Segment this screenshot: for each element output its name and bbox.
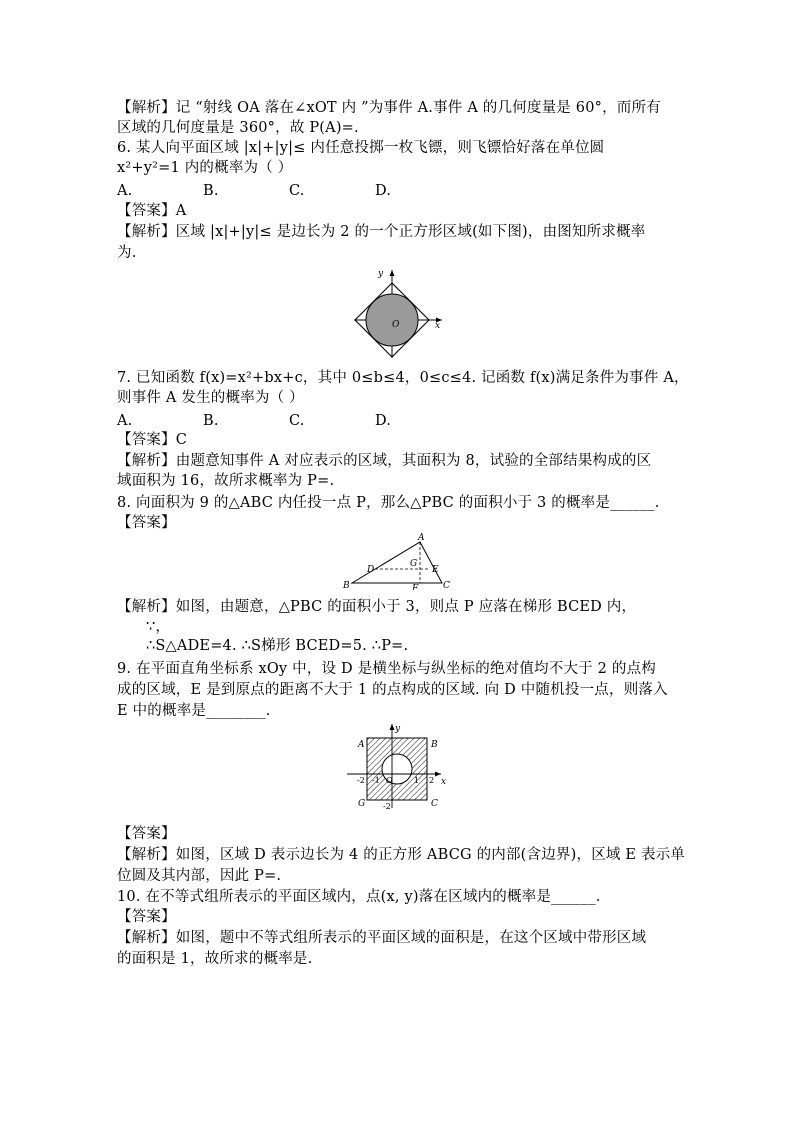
text-line: 的面积是 1，故所求的概率是.: [117, 951, 313, 967]
question-8: 8. 向面积为 9 的△ABC 内任投一点 P，那么△PBC 的面积小于 3 的概率是______.: [117, 495, 660, 511]
text-line: 位圆及其内部，因此 P=.: [117, 868, 282, 884]
label-b: B: [343, 581, 350, 590]
text-line: 【解析】由题意知事件 A 对应表示的区域，其面积为 8，试验的全部结果构成的区: [117, 453, 652, 469]
answer-q9: 【答案】: [117, 826, 176, 842]
option-c: C.: [289, 413, 305, 429]
option-b: B.: [203, 413, 219, 429]
text-line: 【解析】区域 |x|+|y|≤ 是边长为 2 的一个正方形区域(如下图)，由图知所求概率: [117, 224, 646, 240]
tick-pos1: 1: [414, 776, 420, 785]
label-g: G: [358, 799, 366, 809]
tick-y-neg2: -2: [383, 802, 391, 810]
y-axis-arrow: [390, 270, 395, 276]
answer-q8: 【答案】: [117, 515, 176, 531]
text-line: 【解析】如图，区域 D 表示边长为 4 的正方形 ABCG 的内部(含边界)，区域 E 表示单: [117, 847, 686, 863]
figure-square-circle: [345, 722, 450, 810]
text-line: 则事件 A 发生的概率为（ ）: [117, 390, 304, 406]
label-a: A: [418, 533, 425, 543]
question-6: 6. 某人向平面区域 |x|+|y|≤ 内任意投掷一枚飞镖，则飞镖恰好落在单位圆: [117, 140, 605, 156]
text-line: 【解析】如图，由题意，△PBC 的面积小于 3，则点 P 应落在梯形 BCED 内，: [117, 599, 637, 615]
question-10: 10. 在不等式组所表示的平面区域内，点(x, y)落在区域内的概率是______.: [117, 889, 601, 905]
answer-q10: 【答案】: [117, 909, 176, 925]
y-axis-arrow: [390, 724, 395, 730]
figure-diamond-circle: [350, 266, 450, 358]
label-e: E: [432, 565, 439, 575]
question-7: 7. 已知函数 f(x)=x²+bx+c，其中 0≤b≤4，0≤c≤4. 记函数 f(x)满足条件为事件 A，: [117, 370, 689, 386]
options-q7: [117, 411, 461, 431]
option-c: C.: [289, 183, 305, 199]
label-d: D: [367, 565, 375, 575]
y-label: y: [395, 724, 401, 734]
option-a: A.: [117, 413, 133, 429]
text-line: E 中的概率是________.: [117, 703, 271, 719]
label-c: C: [443, 581, 450, 590]
text-line: 域面积为 16，故所求概率为 P=.: [117, 473, 335, 489]
origin-label: O: [386, 776, 393, 785]
answer-q6: 【答案】A: [117, 203, 187, 219]
x-axis-arrow: [435, 772, 441, 777]
tick-neg2: -2: [357, 776, 365, 785]
figure-triangle: [340, 530, 452, 590]
x-label: x: [441, 777, 447, 787]
option-d: D.: [375, 183, 392, 199]
label-a: A: [358, 740, 365, 750]
x-label: x: [435, 321, 441, 331]
label-b: B: [431, 740, 438, 750]
option-b: B.: [203, 183, 219, 199]
answer-q7: 【答案】C: [117, 432, 188, 448]
option-d: D.: [375, 413, 392, 429]
option-a: A.: [117, 183, 133, 199]
text-line: ∴S△ADE=4. ∴S梯形 BCED=5. ∴P=.: [146, 638, 409, 654]
question-9: 9. 在平面直角坐标系 xOy 中，设 D 是横坐标与纵坐标的绝对值均不大于 2 的点构: [117, 661, 657, 677]
options-q6: [117, 181, 461, 201]
triangle-abc: [352, 542, 442, 583]
text-line: 成的区域，E 是到原点的距离不大于 1 的点构成的区域. 向 D 中随机投一点，则落入: [117, 682, 668, 698]
text-line: 区域的几何度量是 360°，故 P(A)=.: [117, 120, 359, 136]
text-line: 【解析】如图，题中不等式组所表示的平面区域的面积是，在这个区域中带形区域: [117, 930, 647, 946]
tick-neg1: -1: [372, 776, 380, 785]
tick-pos2: 2: [429, 776, 435, 785]
text-line: ∵，: [146, 619, 171, 635]
origin-label: O: [392, 320, 400, 330]
label-c: C: [431, 799, 438, 809]
label-g: G: [410, 559, 418, 569]
text-line: 【解析】记 “射线 OA 落在∠xOT 内 ”为事件 A.事件 A 的几何度量是 60°，而所有: [117, 100, 661, 116]
text-line: 为.: [117, 245, 137, 261]
text-line: x²+y²=1 内的概率为（ ）: [117, 160, 293, 176]
label-f: F: [412, 584, 419, 590]
y-label: y: [378, 269, 384, 279]
